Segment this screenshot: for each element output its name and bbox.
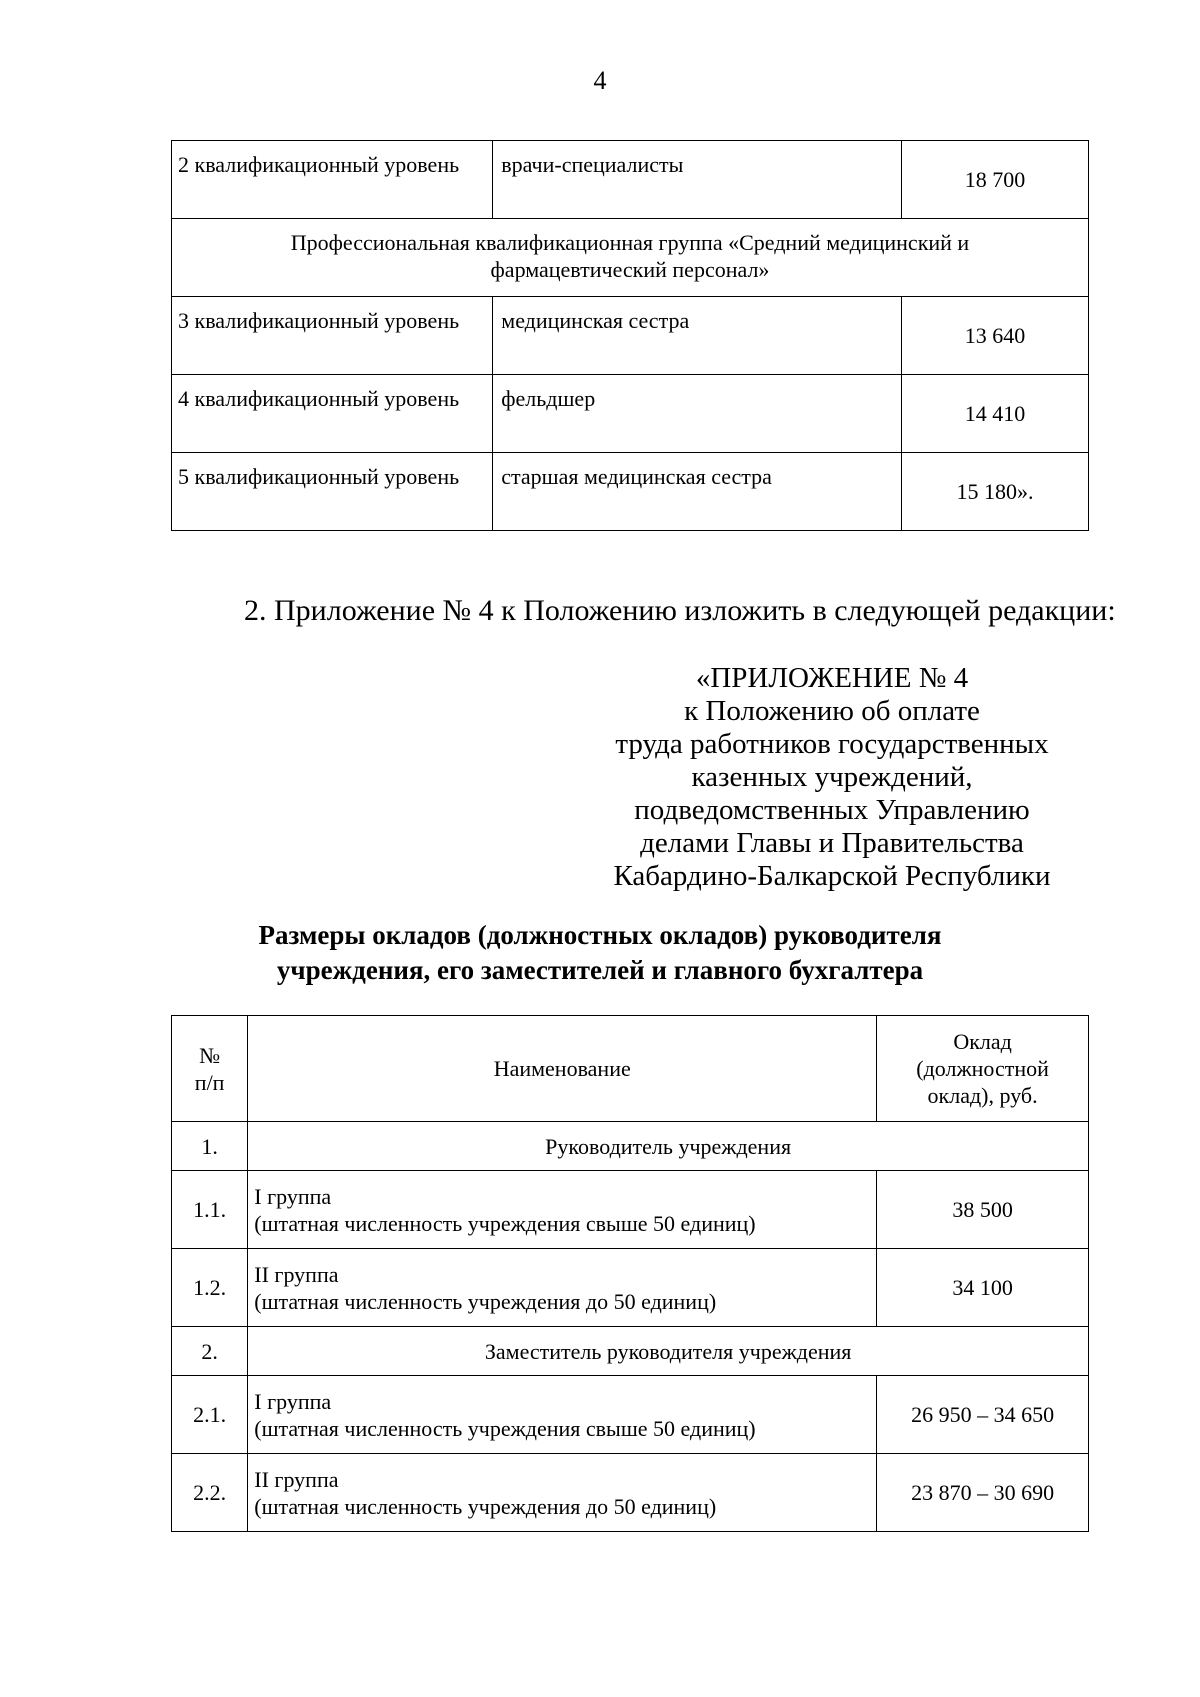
header-salary-cell [877,1016,1089,1122]
position-cell: медицинская сестра [493,297,902,375]
item-salary-cell: 34 100 [877,1249,1089,1327]
item-salary-cell: 38 500 [877,1171,1089,1249]
item-description: (штатная численность учреждения до 50 единиц) [254,1288,717,1314]
heading-line: учреждения, его заместителей и главного бухгалтера [276,955,924,985]
table-row [172,1376,1089,1454]
header-salary-line: оклад), руб. [927,1083,1038,1108]
qualification-level-cell: 5 квалификационный уровень [172,453,493,531]
header-salary-line: (должностной [916,1056,1049,1081]
appendix-line: труда работников государственных [615,728,1049,760]
section-heading [0,918,1200,988]
page-number: 4 [593,66,607,95]
appendix-line: казенных учреждений, [691,761,973,793]
paragraph-2: 2. Приложение № 4 к Положению изложить в следующей редакции: [244,594,1116,627]
table-row [172,453,1089,531]
manager-salary-table [171,1015,1089,1532]
item-description: (штатная численность учреждения свыше 50 единиц) [254,1415,756,1441]
item-number-cell: 2.1. [172,1376,248,1454]
header-salary-line: Оклад [953,1029,1012,1054]
position-cell: старшая медицинская сестра [493,453,902,531]
qualification-salary-table [171,140,1089,531]
section-title-cell: Заместитель руководителя учреждения [248,1327,1089,1376]
appendix-line: к Положению об оплате [684,695,980,727]
header-number-line: п/п [194,1069,225,1095]
item-name-cell [248,1249,877,1327]
appendix-line: подведомственных Управлению [634,794,1030,826]
table-row [172,1249,1089,1327]
qualification-level-cell: 4 квалификационный уровень [172,375,493,453]
qualification-level-cell: 2 квалификационный уровень [172,141,493,219]
salary-cell: 13 640 [902,297,1089,375]
appendix-line: Кабардино-Балкарской Республики [613,860,1051,892]
item-number-cell: 2.2. [172,1454,248,1532]
position-cell: врачи-специалисты [493,141,902,219]
salary-cell: 14 410 [902,375,1089,453]
table-group-row [172,219,1089,297]
item-name-cell [248,1171,877,1249]
table-section-row [172,1122,1089,1171]
table-row [172,141,1089,219]
table-header-row [172,1016,1089,1122]
item-salary-cell: 26 950 – 34 650 [877,1376,1089,1454]
professional-group-title [172,219,1089,297]
heading-line: Размеры окладов (должностных окладов) руководителя [258,920,942,950]
item-group: I группа [254,1388,332,1414]
salary-cell: 18 700 [902,141,1089,219]
item-number-cell: 1.2. [172,1249,248,1327]
item-group: II группа [254,1466,339,1492]
table-row [172,1171,1089,1249]
item-group: I группа [254,1183,332,1209]
position-cell: фельдшер [493,375,902,453]
appendix-header [582,662,1082,893]
section-title-cell: Руководитель учреждения [248,1122,1089,1171]
header-number-line: № [199,1042,221,1068]
item-description: (штатная численность учреждения до 50 единиц) [254,1493,717,1519]
item-name-cell [248,1376,877,1454]
header-name-cell: Наименование [248,1016,877,1122]
group-title-text: Профессиональная квалификационная группа «Средний медицинский и фармацевтический персонал» [290,230,970,282]
table-row [172,1454,1089,1532]
table-row [172,297,1089,375]
section-number-cell: 1. [172,1122,248,1171]
item-name-cell [248,1454,877,1532]
item-salary-cell: 23 870 – 30 690 [877,1454,1089,1532]
item-description: (штатная численность учреждения свыше 50 единиц) [254,1210,756,1236]
qualification-level-cell: 3 квалификационный уровень [172,297,493,375]
appendix-line: «ПРИЛОЖЕНИЕ № 4 [695,662,969,694]
item-group: II группа [254,1261,339,1287]
table-section-row [172,1327,1089,1376]
section-number-cell: 2. [172,1327,248,1376]
item-number-cell: 1.1. [172,1171,248,1249]
table-row [172,375,1089,453]
appendix-line: делами Главы и Правительства [640,827,1024,859]
header-number-cell [172,1016,248,1122]
salary-cell: 15 180». [902,453,1089,531]
